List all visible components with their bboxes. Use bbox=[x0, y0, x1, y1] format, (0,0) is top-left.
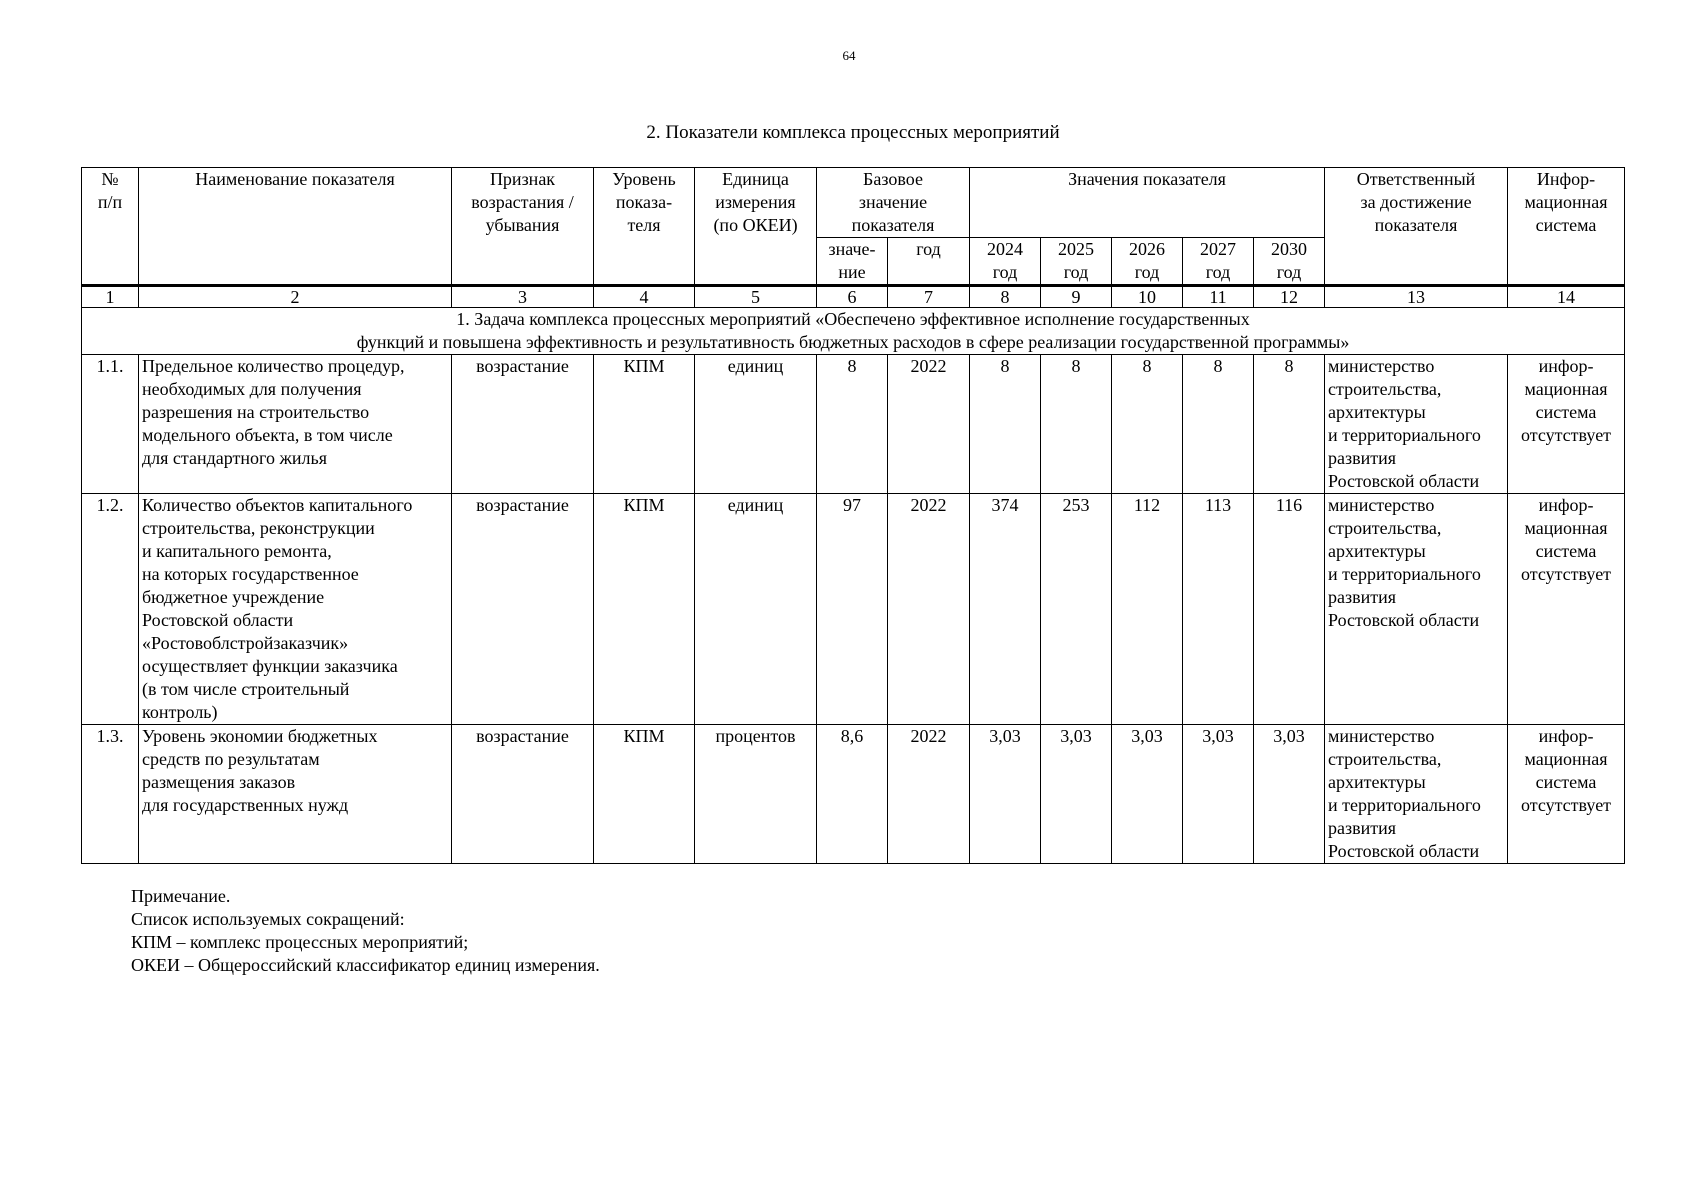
responsible-cell: министерство строительства, архитектуры и территориального развития Ростовской области bbox=[1325, 355, 1508, 494]
indicators-table bbox=[81, 167, 1625, 864]
value-2024-cell: 374 bbox=[970, 494, 1041, 725]
header-base-value: значе- ние bbox=[817, 238, 888, 286]
column-number: 1 bbox=[82, 286, 139, 308]
header-base-year: год bbox=[888, 238, 970, 286]
header-year-2025: 2025 год bbox=[1041, 238, 1112, 286]
infosys-cell: инфор- мационная система отсутствует bbox=[1508, 494, 1625, 725]
infosys-cell: инфор- мационная система отсутствует bbox=[1508, 725, 1625, 864]
header-unit: Единица измерения (по ОКЕИ) bbox=[695, 168, 817, 286]
column-number: 12 bbox=[1254, 286, 1325, 308]
header-values: Значения показателя bbox=[970, 168, 1325, 238]
section-title: 1. Задача комплекса процессных мероприятий «Обеспечено эффективное исполнение государственных функций и повышена эффективность и результативность бюджетных расходов в сфере реализации государственной программы» bbox=[82, 308, 1625, 355]
abbreviation-kpm: КПМ – комплекс процессных мероприятий; bbox=[131, 932, 469, 952]
header-year-2026: 2026 год bbox=[1112, 238, 1183, 286]
table-row bbox=[82, 725, 1625, 864]
value-2025-cell: 3,03 bbox=[1041, 725, 1112, 864]
unit-cell: процентов bbox=[695, 725, 817, 864]
section-row bbox=[82, 308, 1625, 355]
trend-cell: возрастание bbox=[452, 355, 594, 494]
base-value-cell: 8 bbox=[817, 355, 888, 494]
column-number-row bbox=[82, 286, 1625, 308]
header-responsible: Ответственный за достижение показателя bbox=[1325, 168, 1508, 286]
responsible-cell: министерство строительства, архитектуры и территориального развития Ростовской области bbox=[1325, 725, 1508, 864]
header-year-2027: 2027 год bbox=[1183, 238, 1254, 286]
column-number: 3 bbox=[452, 286, 594, 308]
column-number: 14 bbox=[1508, 286, 1625, 308]
value-2027-cell: 113 bbox=[1183, 494, 1254, 725]
header-trend: Признак возрастания / убывания bbox=[452, 168, 594, 286]
indicator-name: Уровень экономии бюджетных средств по результатам размещения заказов для государственных нужд bbox=[139, 725, 452, 864]
abbreviations-intro: Список используемых сокращений: bbox=[131, 909, 405, 929]
level-cell: КПМ bbox=[594, 355, 695, 494]
trend-cell: возрастание bbox=[452, 494, 594, 725]
header-name: Наименование показателя bbox=[139, 168, 452, 286]
base-value-cell: 97 bbox=[817, 494, 888, 725]
column-number: 2 bbox=[139, 286, 452, 308]
header-num: № п/п bbox=[82, 168, 139, 286]
value-2030-cell: 8 bbox=[1254, 355, 1325, 494]
column-number: 10 bbox=[1112, 286, 1183, 308]
value-2026-cell: 3,03 bbox=[1112, 725, 1183, 864]
header-infosys: Инфор- мационная система bbox=[1508, 168, 1625, 286]
header-base: Базовое значение показателя bbox=[817, 168, 970, 238]
base-year-cell: 2022 bbox=[888, 725, 970, 864]
unit-cell: единиц bbox=[695, 355, 817, 494]
infosys-cell: инфор- мационная система отсутствует bbox=[1508, 355, 1625, 494]
value-2026-cell: 112 bbox=[1112, 494, 1183, 725]
row-num: 1.2. bbox=[82, 494, 139, 725]
column-number: 4 bbox=[594, 286, 695, 308]
column-number: 8 bbox=[970, 286, 1041, 308]
column-number: 11 bbox=[1183, 286, 1254, 308]
abbreviation-okei: ОКЕИ – Общероссийский классификатор единиц измерения. bbox=[131, 955, 600, 975]
value-2027-cell: 8 bbox=[1183, 355, 1254, 494]
table-header bbox=[82, 168, 1625, 286]
value-2024-cell: 3,03 bbox=[970, 725, 1041, 864]
responsible-cell: министерство строительства, архитектуры и территориального развития Ростовской области bbox=[1325, 494, 1508, 725]
base-year-cell: 2022 bbox=[888, 494, 970, 725]
level-cell: КПМ bbox=[594, 494, 695, 725]
page-number: 64 bbox=[842, 48, 856, 63]
value-2030-cell: 116 bbox=[1254, 494, 1325, 725]
header-year-2030: 2030 год bbox=[1254, 238, 1325, 286]
value-2030-cell: 3,03 bbox=[1254, 725, 1325, 864]
value-2025-cell: 8 bbox=[1041, 355, 1112, 494]
value-2025-cell: 253 bbox=[1041, 494, 1112, 725]
notes bbox=[131, 885, 600, 977]
base-year-cell: 2022 bbox=[888, 355, 970, 494]
value-2026-cell: 8 bbox=[1112, 355, 1183, 494]
indicator-name: Предельное количество процедур, необходимых для получения разрешения на строительство модельного объекта, в том числе для стандартного жилья bbox=[139, 355, 452, 494]
unit-cell: единиц bbox=[695, 494, 817, 725]
level-cell: КПМ bbox=[594, 725, 695, 864]
header-level: Уровень показа- теля bbox=[594, 168, 695, 286]
value-2024-cell: 8 bbox=[970, 355, 1041, 494]
column-number: 9 bbox=[1041, 286, 1112, 308]
value-2027-cell: 3,03 bbox=[1183, 725, 1254, 864]
table-row bbox=[82, 355, 1625, 494]
page-title: 2. Показатели комплекса процессных мероприятий bbox=[646, 122, 1060, 143]
column-number: 7 bbox=[888, 286, 970, 308]
row-num: 1.3. bbox=[82, 725, 139, 864]
column-number: 5 bbox=[695, 286, 817, 308]
column-number: 13 bbox=[1325, 286, 1508, 308]
notes-heading: Примечание. bbox=[131, 886, 231, 906]
header-year-2024: 2024 год bbox=[970, 238, 1041, 286]
base-value-cell: 8,6 bbox=[817, 725, 888, 864]
row-num: 1.1. bbox=[82, 355, 139, 494]
indicator-name: Количество объектов капитального строительства, реконструкции и капитального ремонта, на которых государственное бюджетное учреждение Ростовской области «Ростовоблстройзаказчик» осуществляет функции заказчика (в том числе строительный контроль) bbox=[139, 494, 452, 725]
column-number: 6 bbox=[817, 286, 888, 308]
table-row bbox=[82, 494, 1625, 725]
trend-cell: возрастание bbox=[452, 725, 594, 864]
